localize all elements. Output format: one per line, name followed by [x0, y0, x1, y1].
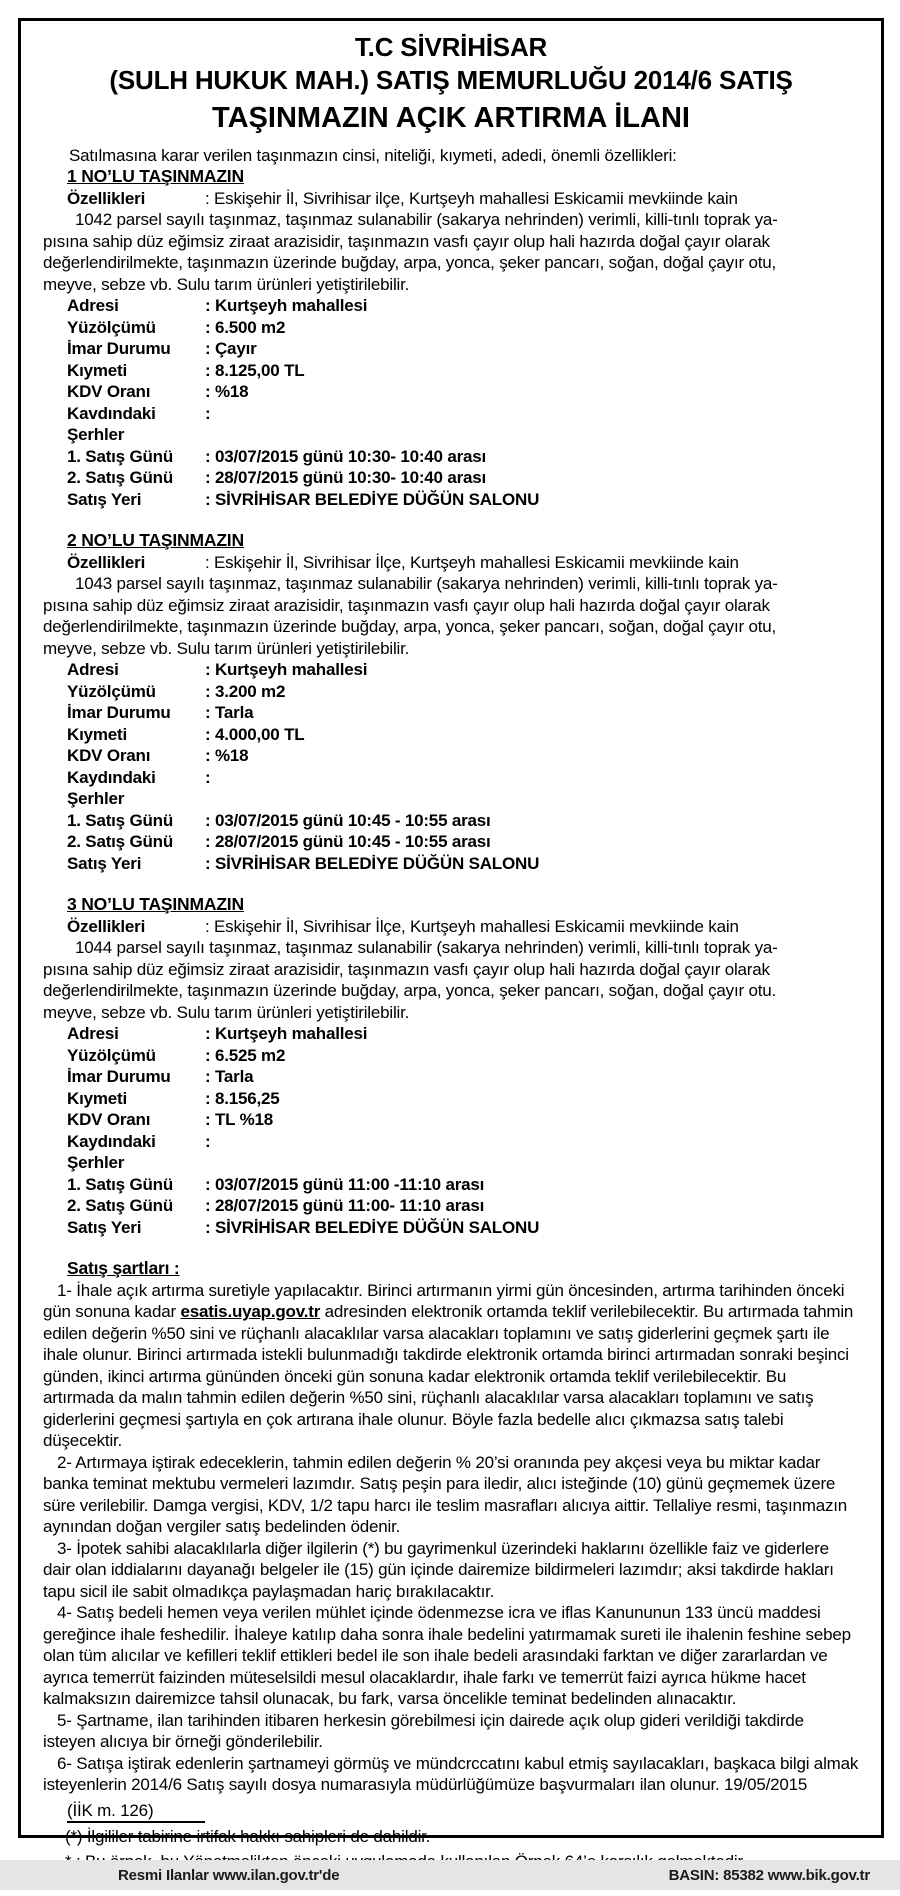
- features-row: [67, 188, 859, 210]
- description-line: değerlendirilmekte, taşınmazın üzerinde buğday, arpa, yonca, şeker pancarı, soğan, doğal çayır otu.: [43, 981, 777, 1001]
- row-value: : 8.156,25: [205, 1088, 280, 1108]
- features-value: : Eskişehir İl, Sivrihisar İlçe, Kurtşeyh mahallesi Eskicamii mevkiinde kain: [205, 916, 739, 936]
- property-row-annotations: [67, 767, 859, 810]
- row-value: : SİVRİHİSAR BELEDİYE DÜĞÜN SALONU: [205, 853, 540, 873]
- row-value: : 8.125,00 TL: [205, 360, 305, 380]
- property-row-zoning: [67, 1066, 859, 1088]
- row-label: 2. Satış Günü: [67, 1196, 174, 1216]
- row-value: : Kurtşeyh mahallesi: [205, 296, 368, 316]
- row-value: : Çayır: [205, 339, 257, 359]
- row-label: KDV Oranı: [67, 1110, 151, 1130]
- row-value: : Tarla: [205, 703, 254, 723]
- row-value: :: [205, 767, 211, 787]
- row-label: Yüzölçümü: [67, 1045, 156, 1065]
- section-heading: 1 NO’LU TAŞINMAZIN: [67, 166, 244, 187]
- description-line: pısına sahip düz eğimsiz ziraat arazisidir, taşınmazın vasfı çayır olup hali hazırda doğal çayır olarak: [43, 959, 770, 979]
- row-label: KDV Oranı: [67, 382, 151, 402]
- term-5: 5- Şartname, ilan tarihinden itibaren herkesin görebilmesi için dairede açık olup gideri verildiği takdirde isteyen alıcıya bir örneği gönderilebilir.: [43, 1710, 804, 1752]
- term-3: 3- İpotek sahibi alacaklılarla diğer ilgilerin (*) bu gayrimenkul üzerindeki haklarını özellikle faiz ve giderlere dair olan iddialarını dayanağı belgeler ile (15) gün içinde dairemize bildirmeleri lazımdır; aksi takdirde hakları tapu sicil ile sabit olmadıkça paylaşmadan hariç bırakılacaktır.: [43, 1538, 834, 1601]
- term-4: 4- Satış bedeli hemen veya verilen mühlet içinde ödenmezse icra ve iflas Kanununun 133 üncü maddesi gereğince ihale feshedilir. İhaleye katılıp daha sonra ihale bedelini yatırmamak sureti ile ihalenin feshine sebep olan tüm alıcılar ve kefilleri teklif ettikleri bedel ile son ihale bedeli arasındaki farktan ve diğer zararlardan ve ayrıca temerrüt faizinden müteselsildi mesul olacaklardır, ihale farkı ve temerrüt faizi ayrıca hükme hacet kalmaksızın dairemizce tahsil olunacak, bu fark, varsa öncelikle teminat bedelinden alınacaktır.: [43, 1603, 851, 1709]
- court-name: T.C SİVRİHİSAR: [354, 32, 548, 62]
- property-section-1: [43, 166, 859, 510]
- property-row-annotations: [67, 1131, 859, 1174]
- row-label: Adresi: [67, 660, 119, 680]
- office-title: (SULH HUKUK MAH.) SATIŞ MEMURLUĞU 2014/6 SATIŞ: [109, 65, 793, 96]
- features-value: : Eskişehir İl, Sivrihisar İlçe, Kurtşeyh mahallesi Eskicamii mevkiinde kain: [205, 552, 739, 572]
- row-label: Kıymeti: [67, 1088, 128, 1108]
- row-value: : 03/07/2015 günü 11:00 -11:10 arası: [205, 1174, 485, 1194]
- property-row-sale1: [67, 810, 859, 832]
- features-row: [67, 552, 859, 574]
- row-label: 1. Satış Günü: [67, 1174, 174, 1194]
- property-row-vat: [67, 745, 859, 767]
- row-value: : %18: [205, 382, 249, 402]
- property-row-venue: [67, 1217, 859, 1239]
- property-row-area: [67, 317, 859, 339]
- iik-reference: (İİK m. 126): [67, 1800, 205, 1824]
- row-value: : Tarla: [205, 1067, 254, 1087]
- property-row-sale2: [67, 831, 859, 853]
- property-row-vat: [67, 381, 859, 403]
- features-label: Özellikleri: [67, 916, 146, 936]
- row-value: : Kurtşeyh mahallesi: [205, 660, 368, 680]
- row-value: : SİVRİHİSAR BELEDİYE DÜĞÜN SALONU: [205, 489, 540, 509]
- property-row-address: [67, 295, 859, 317]
- row-label: İmar Durumu: [67, 703, 171, 723]
- property-row-sale2: [67, 467, 859, 489]
- row-label: Satış Yeri: [67, 853, 142, 873]
- features-label: Özellikleri: [67, 552, 146, 572]
- row-label: Kıymeti: [67, 724, 128, 744]
- property-row-zoning: [67, 338, 859, 360]
- property-row-value: [67, 1088, 859, 1110]
- row-value: : TL %18: [205, 1110, 273, 1130]
- row-value: : 28/07/2015 günü 11:00- 11:10 arası: [205, 1196, 485, 1216]
- footer-official-ads-text: Resmi Ilanlar www.ilan.gov.tr'de: [118, 1866, 340, 1884]
- row-label: Kaydındaki Şerhler: [67, 767, 156, 809]
- terms-heading: Satış şartları :: [67, 1258, 180, 1279]
- property-row-zoning: [67, 702, 859, 724]
- esatis-url-text: esatis.uyap.gov.tr: [180, 1302, 321, 1322]
- row-value: : 6.500 m2: [205, 317, 286, 337]
- property-row-address: [67, 659, 859, 681]
- row-label: Satış Yeri: [67, 489, 142, 509]
- row-label: Kıymeti: [67, 360, 128, 380]
- features-row: [67, 916, 859, 938]
- row-value: : 4.000,00 TL: [205, 724, 305, 744]
- row-value: : 03/07/2015 günü 10:45 - 10:55 arası: [205, 810, 491, 830]
- row-value: :: [205, 403, 211, 423]
- property-section-3: [43, 894, 859, 1238]
- row-label: Adresi: [67, 1024, 119, 1044]
- intro-text: Satılmasına karar verilen taşınmazın cinsi, niteliği, kıymeti, adedi, önemli özellikleri:: [69, 145, 677, 165]
- property-row-sale2: [67, 1195, 859, 1217]
- property-row-area: [67, 681, 859, 703]
- description-line: 1042 parsel sayılı taşınmaz, taşınmaz sulanabilir (sakarya nehrinden) verimli, killi-tınlı toprak ya-: [75, 210, 778, 230]
- property-row-annotations: [67, 403, 859, 446]
- description-line: meyve, sebze vb. Sulu tarım ürünleri yetiştirilebilir.: [43, 274, 410, 294]
- document-page: [18, 18, 884, 1847]
- row-label: İmar Durumu: [67, 1067, 171, 1087]
- row-label: Satış Yeri: [67, 1217, 142, 1237]
- row-label: İmar Durumu: [67, 339, 171, 359]
- description-line: değerlendirilmekte, taşınmazın üzerinde buğday, arpa, yonca, şeker pancarı, soğan, doğal çayır otu,: [43, 253, 777, 273]
- features-label: Özellikleri: [67, 188, 146, 208]
- property-row-venue: [67, 489, 859, 511]
- row-value: : %18: [205, 746, 249, 766]
- row-label: Yüzölçümü: [67, 681, 156, 701]
- features-value: : Eskişehir İl, Sivrihisar ilçe, Kurtşeyh mahallesi Eskicamii mevkiinde kain: [205, 188, 738, 208]
- footer-press-no-text: BASIN: 85382 www.bik.gov.tr: [668, 1866, 870, 1884]
- term-1-text-pre: 1- İhale açık artırma suretiyle yapılacaktır. Birinci artırmanın yirmi gün öncesinden, artırma tarihinden önceki gün sonuna kadar: [43, 1280, 845, 1322]
- property-row-area: [67, 1045, 859, 1067]
- row-value: : 6.525 m2: [205, 1045, 286, 1065]
- property-section-2: [43, 530, 859, 874]
- property-row-venue: [67, 853, 859, 875]
- description-line: pısına sahip düz eğimsiz ziraat arazisidir, taşınmazın vasfı çayır olup hali hazırda doğal çayır olarak: [43, 595, 770, 615]
- row-label: Kaydındaki Şerhler: [67, 1131, 156, 1173]
- row-value: : 3.200 m2: [205, 681, 286, 701]
- footnote-asterisk: (*) İlgililer tabirine irtifak hakkı sahipleri de dahildir.: [65, 1827, 431, 1847]
- property-row-vat: [67, 1109, 859, 1131]
- description-line: meyve, sebze vb. Sulu tarım ürünleri yetiştirilebilir.: [43, 638, 410, 658]
- row-label: 1. Satış Günü: [67, 446, 174, 466]
- row-label: Adresi: [67, 296, 119, 316]
- row-label: KDV Oranı: [67, 746, 151, 766]
- row-value: : 28/07/2015 günü 10:30- 10:40 arası: [205, 468, 487, 488]
- property-row-sale1: [67, 1174, 859, 1196]
- description-line: meyve, sebze vb. Sulu tarım ürünleri yetiştirilebilir.: [43, 1002, 410, 1022]
- property-row-sale1: [67, 446, 859, 468]
- row-label: 1. Satış Günü: [67, 810, 174, 830]
- row-value: : 03/07/2015 günü 10:30- 10:40 arası: [205, 446, 487, 466]
- row-value: : Kurtşeyh mahallesi: [205, 1024, 368, 1044]
- property-row-value: [67, 724, 859, 746]
- term-1: [43, 1280, 859, 1452]
- row-label: 2. Satış Günü: [67, 468, 174, 488]
- description-line: 1043 parsel sayılı taşınmaz, taşınmaz sulanabilir (sakarya nehrinden) verimli, killi-tınlı toprak ya-: [75, 574, 778, 594]
- page-title: TAŞINMAZIN AÇIK ARTIRMA İLANI: [212, 101, 690, 134]
- row-value: : 28/07/2015 günü 10:45 - 10:55 arası: [205, 832, 491, 852]
- publication-footer: [0, 1860, 900, 1890]
- property-row-address: [67, 1023, 859, 1045]
- term-2: 2- Artırmaya iştirak edeceklerin, tahmin edilen değerin % 20’si oranında pey akçesi veya bu miktar kadar banka teminat mektubu vermeleri lazımdır. Satış peşin para iledir, alıcı isteğinde (10) günü geçmemek üzere süre verilebilir. Damga vergisi, KDV, 1/2 tapu harcı ile teslim masrafları alıcıya aittir. Tellaliye resmi, taşınmazın aynından doğan vergiler satış bedelinden ödenir.: [43, 1452, 848, 1537]
- description-line: pısına sahip düz eğimsiz ziraat arazisidir, taşınmazın vasfı çayır olup hali hazırda doğal çayır olarak: [43, 231, 770, 251]
- section-heading: 3 NO’LU TAŞINMAZIN: [67, 894, 244, 915]
- term-6: 6- Satışa iştirak edenlerin şartnameyi görmüş ve mündcrccatını kabul etmiş sayılacakları, başkaca bilgi almak isteyenlerin 2014/6 Satış sayılı dosya numarasıyla müdürlüğümüze başvurmaları ilan olunur. 19/05/2015: [43, 1753, 859, 1795]
- row-label: Yüzölçümü: [67, 317, 156, 337]
- description-line: 1044 parsel sayılı taşınmaz, taşınmaz sulanabilir (sakarya nehrinden) verimli, killi-tınlı toprak ya-: [75, 938, 778, 958]
- property-row-value: [67, 360, 859, 382]
- row-label: 2. Satış Günü: [67, 832, 174, 852]
- row-value: :: [205, 1131, 211, 1151]
- term-1-text-post: adresinden elektronik ortamda teklif verilebilecektir. Bu artırmada tahmin edilen değerin %50 sini ve rüçhanlı alacaklılar varsa alacakları toplamını ve satış giderlerini geçmek şartı ile ihale olunur. Birinci artırmada istekli bulunmadığı takdirde elektronik ortamda birinci artırmadan sonraki beşinci günden, ikinci artırma gününden önceki gün sonuna kadar elektronik ortamda teklif verilebilecektir. Bu artırmada da malın tahmin edilen değerin %50 sini, rüçhanlı alacaklılar varsa alacakları toplamını ve satış giderlerini geçmesi şartıyla en çok artırana ihale olunur. Böyle fazla bedelle alıcı çıkmazsa satış talebi düşecektir.: [43, 1302, 854, 1451]
- description-line: değerlendirilmekte, taşınmazın üzerinde buğday, arpa, yonca, şeker pancarı, soğan, doğal çayır otu,: [43, 617, 777, 637]
- row-label: Kavdındaki Şerhler: [67, 403, 156, 445]
- section-heading: 2 NO’LU TAŞINMAZIN: [67, 530, 244, 551]
- row-value: : SİVRİHİSAR BELEDİYE DÜĞÜN SALONU: [205, 1217, 540, 1237]
